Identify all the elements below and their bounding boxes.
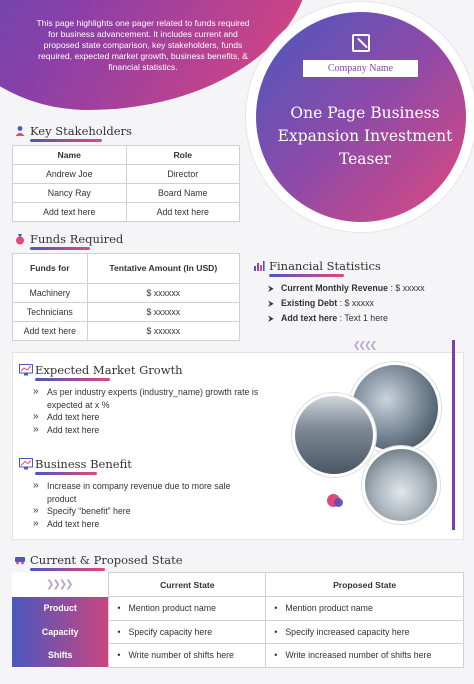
row-label: Capacity bbox=[12, 620, 109, 644]
decorative-dot bbox=[334, 498, 343, 507]
table-cell: Board Name bbox=[126, 184, 240, 203]
chevrons-icon: ❯❯❯❯ bbox=[46, 579, 72, 590]
list-item: » As per industry experts (industry_name) growth rate is expected at x % bbox=[33, 386, 261, 411]
table-row bbox=[13, 284, 240, 303]
table-header-row bbox=[13, 146, 240, 165]
list-item bbox=[268, 281, 468, 296]
table-row bbox=[13, 184, 240, 203]
stakeholder-icon bbox=[14, 125, 26, 137]
table-header-row bbox=[12, 573, 464, 597]
list-item: » Add text here bbox=[33, 424, 261, 437]
logo-icon bbox=[352, 34, 370, 52]
funds-required-table bbox=[12, 253, 240, 341]
table-header: Name bbox=[13, 146, 127, 165]
table-cell: Andrew Joe bbox=[13, 165, 127, 184]
key-stakeholders-table bbox=[12, 145, 240, 222]
car-icon bbox=[14, 553, 26, 565]
monitor-chart-icon bbox=[19, 364, 33, 376]
table-header: Role bbox=[126, 146, 240, 165]
table-row bbox=[12, 597, 464, 621]
list-item: » Add text here bbox=[33, 411, 261, 424]
table-row bbox=[12, 644, 464, 668]
list-item bbox=[268, 311, 468, 326]
table-cell: Add text here bbox=[13, 203, 127, 222]
chevrons-icon: ❮❮❮❮ bbox=[353, 341, 376, 351]
growth-chart-icon bbox=[19, 458, 33, 470]
row-label: Shifts bbox=[12, 644, 109, 668]
warehouse-photo bbox=[292, 393, 376, 477]
table-cell: Director bbox=[126, 165, 240, 184]
table-cell: • Write increased number of shifts here bbox=[266, 644, 464, 668]
table-cell: • Write number of shifts here bbox=[109, 644, 266, 668]
table-cell: • Specify capacity here bbox=[109, 620, 266, 644]
stat-value: : $ xxxxx bbox=[388, 283, 425, 293]
table-cell: Add text here bbox=[126, 203, 240, 222]
page-title: One Page Business Expansion Investment Teaser bbox=[277, 104, 453, 168]
market-growth-underline bbox=[35, 378, 110, 381]
business-benefit-list bbox=[33, 480, 261, 530]
stat-label: Add text here bbox=[281, 313, 338, 323]
company-name: Company Name bbox=[303, 60, 418, 77]
table-cell: • Specify increased capacity here bbox=[266, 620, 464, 644]
current-proposed-table bbox=[12, 572, 464, 668]
key-stakeholders-title: Key Stakeholders bbox=[30, 124, 132, 138]
table-cell: Add text here bbox=[13, 322, 88, 341]
table-cell: $ xxxxxx bbox=[87, 322, 239, 341]
financial-statistics-title: Financial Statistics bbox=[269, 259, 381, 273]
current-proposed-title: Current & Proposed State bbox=[30, 553, 183, 567]
table-row bbox=[13, 165, 240, 184]
list-item: » Increase in company revenue due to more sale product bbox=[33, 480, 261, 505]
list-item: » Add text here bbox=[33, 518, 261, 531]
table-header: Tentative Amount (In USD) bbox=[87, 254, 239, 284]
intro-text: This page highlights one pager related to funds required for business advancement. It includes current and proposed state comparison, key stakeholders, funds required, expected market growth, business benefits, & financial statistics. bbox=[36, 18, 250, 72]
money-bag-icon bbox=[14, 233, 26, 245]
table-header-row bbox=[13, 254, 240, 284]
table-header: Current State bbox=[109, 573, 266, 597]
bar-chart-icon bbox=[253, 260, 265, 272]
stat-value: : Text 1 here bbox=[337, 313, 388, 323]
market-growth-title: Expected Market Growth bbox=[35, 363, 183, 377]
table-cell: $ xxxxxx bbox=[87, 303, 239, 322]
row-label: Product bbox=[12, 597, 109, 621]
market-growth-list bbox=[33, 386, 261, 436]
list-item bbox=[268, 296, 468, 311]
table-row bbox=[13, 203, 240, 222]
table-cell: Technicians bbox=[13, 303, 88, 322]
table-row bbox=[13, 303, 240, 322]
accent-bar bbox=[452, 340, 455, 530]
table-cell: Nancy Ray bbox=[13, 184, 127, 203]
current-proposed-underline bbox=[30, 568, 105, 571]
table-header: Funds for bbox=[13, 254, 88, 284]
table-cell: • Mention product name bbox=[266, 597, 464, 621]
stat-label: Current Monthly Revenue bbox=[281, 283, 389, 293]
table-cell: • Mention product name bbox=[109, 597, 266, 621]
list-item: » Specify “benefit” here bbox=[33, 505, 261, 518]
table-cell: $ xxxxxx bbox=[87, 284, 239, 303]
worker-photo bbox=[362, 446, 440, 524]
financial-statistics-underline bbox=[269, 274, 344, 277]
table-row bbox=[12, 620, 464, 644]
table-cell: Machinery bbox=[13, 284, 88, 303]
funds-required-title: Funds Required bbox=[30, 232, 124, 246]
key-stakeholders-underline bbox=[30, 139, 102, 142]
table-header: Proposed State bbox=[266, 573, 464, 597]
financial-statistics-list bbox=[268, 281, 468, 326]
business-benefit-title: Business Benefit bbox=[35, 457, 132, 471]
table-row bbox=[13, 322, 240, 341]
funds-required-underline bbox=[30, 247, 90, 250]
business-benefit-underline bbox=[35, 472, 97, 475]
stat-value: : $ xxxxx bbox=[337, 298, 374, 308]
stat-label: Existing Debt bbox=[281, 298, 338, 308]
